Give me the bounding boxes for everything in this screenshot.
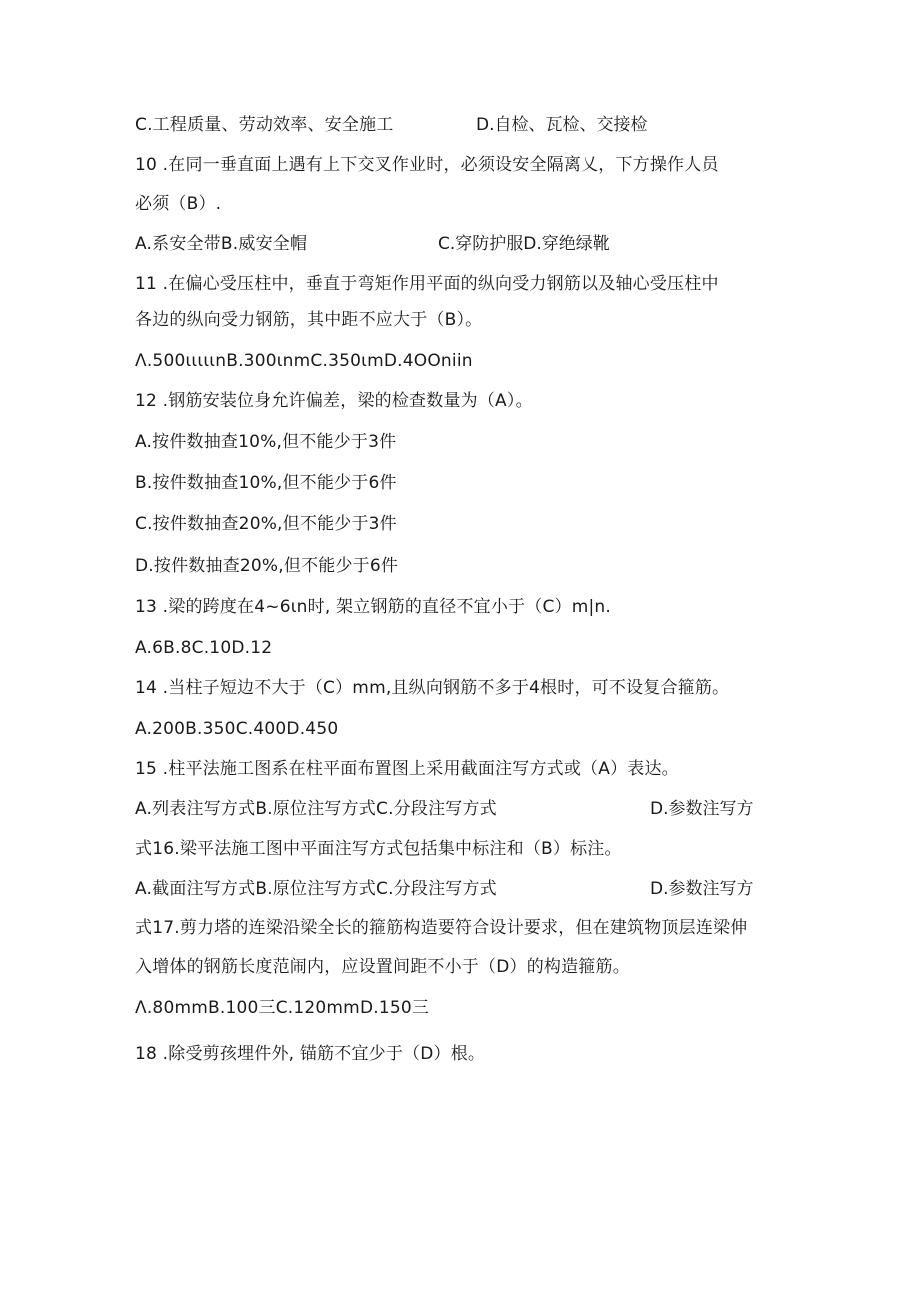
q12-option-b: B.按件数抽查10%,但不能少于6件 xyxy=(135,473,397,493)
q18-text: 18 .除受剪孩埋件外, 锚筋不宜少于（D）根。 xyxy=(135,1044,486,1064)
q13-options: A.6B.8C.10D.12 xyxy=(135,638,273,658)
q12-option-d: D.按件数抽查20%,但不能少于6件 xyxy=(135,556,399,576)
q11-text-line2: 各边的纵向受力钢筋，其中距不应大于（B）。 xyxy=(135,310,483,330)
q9-option-c: C.工程质量、劳动效率、安全施工 xyxy=(135,115,394,135)
q12-option-a: A.按件数抽查10%,但不能少于3件 xyxy=(135,432,397,452)
q15-option-d: D.参数注写方 xyxy=(650,799,754,819)
q17-options: Λ.80mmB.100三C.120mmD.150三 xyxy=(135,998,430,1018)
q16-text: 式16.梁平法施工图中平面注写方式包括集中标注和（B）标注。 xyxy=(135,839,622,859)
q14-text: 14 .当柱子短边不大于（C）mm,且纵向钢筋不多于4根时，可不设复合箍筋。 xyxy=(135,678,730,698)
q16-options-abc: A.截面注写方式B.原位注写方式C.分段注写方式 xyxy=(135,879,497,899)
q10-text-line1: 10 .在同一垂直面上遇有上下交叉作业时，必须设安全隔离乂，下方操作人员 xyxy=(135,155,719,175)
q17-text-line2: 入增体的钢筋长度范闹内，应设置间距不小于（D）的构造箍筋。 xyxy=(135,957,630,977)
q9-option-d: D.自检、瓦检、交接检 xyxy=(476,115,648,135)
q16-option-d: D.参数注写方 xyxy=(650,879,754,899)
q12-text: 12 .钢筋安装位身允许偏差，梁的检查数量为（A）。 xyxy=(135,391,533,411)
q10-options-ab: A.系安全带B.威安全帽 xyxy=(135,234,308,254)
q11-options: Λ.500ιιιιιnB.300ιnmC.350ιmD.4OOniin xyxy=(135,351,473,371)
q10-options-cd: C.穿防护服D.穿绝绿靴 xyxy=(438,234,610,254)
q13-text: 13 .梁的跨度在4~6ιn时, 架立钢筋的直径不宜小于（C）m|n. xyxy=(135,597,611,617)
q14-options: A.200B.350C.400D.450 xyxy=(135,719,339,739)
q12-option-c: C.按件数抽查20%,但不能少于3件 xyxy=(135,514,397,534)
q15-text: 15 .柱平法施工图系在柱平面布置图上采用截面注写方式或（A）表达。 xyxy=(135,759,679,779)
q17-text-line1: 式17.剪力塔的连梁沿梁全长的箍筋构造要符合设计要求，但在建筑物顶层连梁伸 xyxy=(135,918,748,938)
q15-options-abc: A.列表注写方式B.原位注写方式C.分段注写方式 xyxy=(135,799,497,819)
q11-text-line1: 11 .在偏心受压柱中，垂直于弯矩作用平面的纵向受力钢筋以及轴心受压柱中 xyxy=(135,274,719,294)
q10-text-line2: 必须（B）. xyxy=(135,194,222,214)
